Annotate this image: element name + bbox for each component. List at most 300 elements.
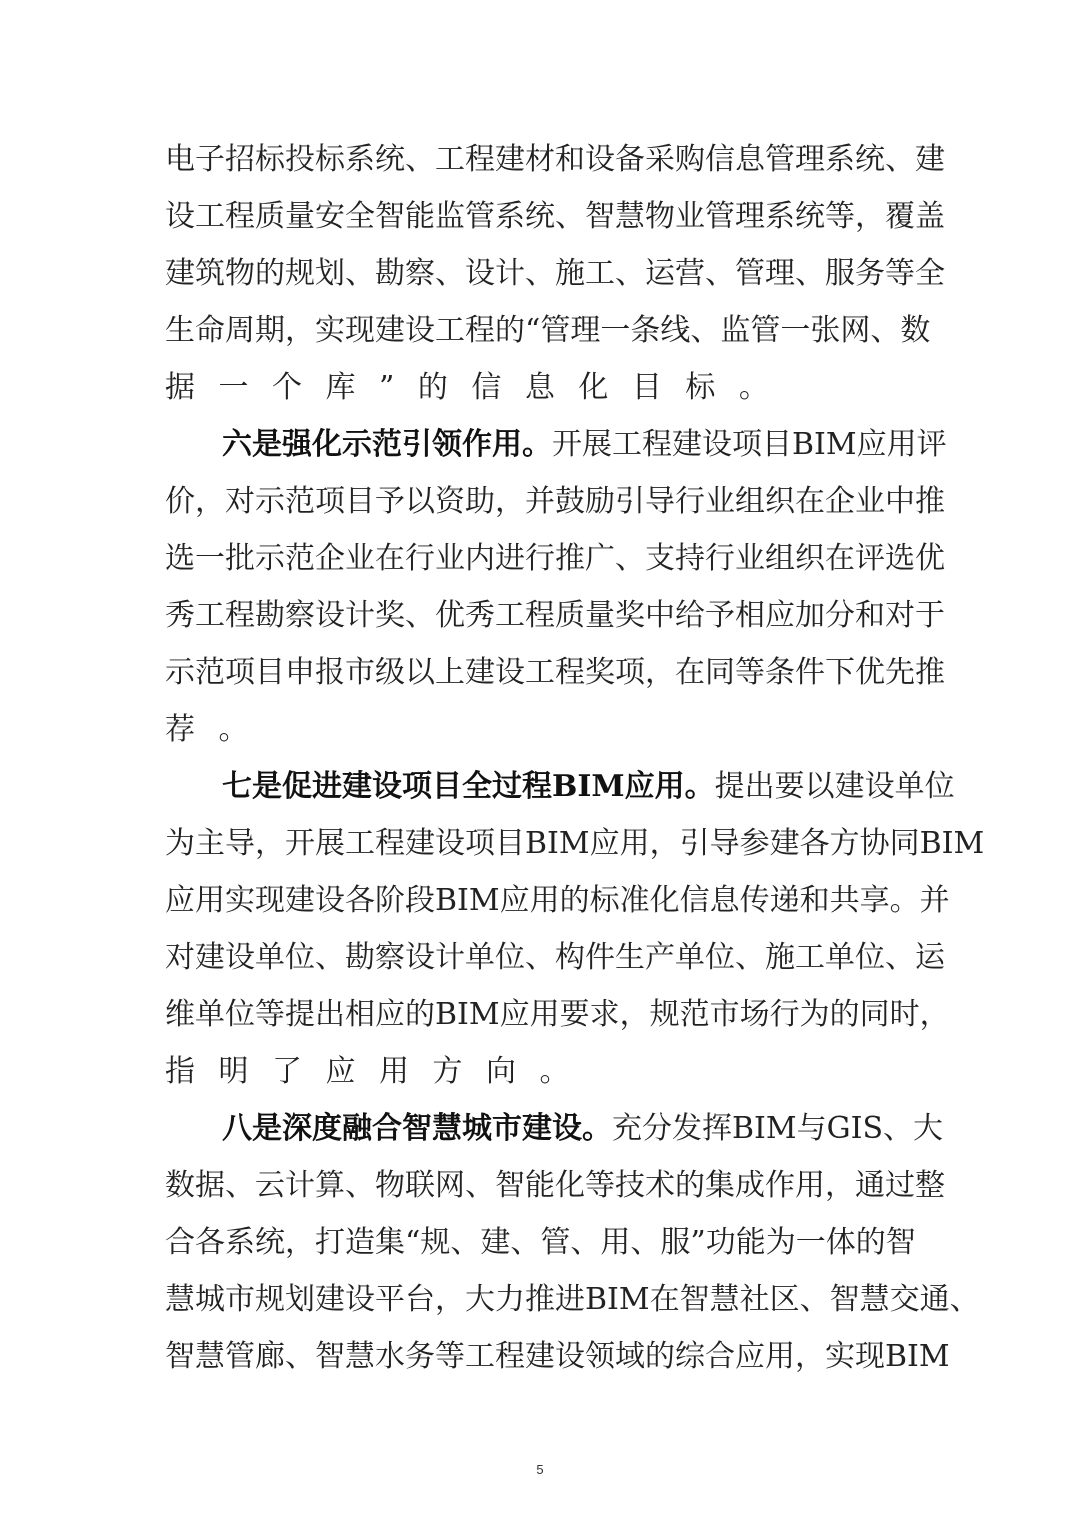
body-text-char: 单 — [825, 940, 855, 975]
body-text-char: 服 — [660, 1225, 691, 1260]
body-text-char: 用 — [886, 427, 917, 462]
body-text-char: 系 — [225, 1225, 255, 1260]
body-text-char: 、 — [885, 940, 915, 975]
body-text-char: 项 — [465, 826, 495, 861]
body-text-char: 企 — [825, 484, 855, 519]
body-text-char: 监 — [720, 313, 751, 348]
body-text-char: 荐 — [165, 712, 195, 747]
body-text-char: 设 — [465, 256, 495, 291]
body-text-char: “ — [525, 313, 541, 348]
body-text-char: 、 — [735, 940, 765, 975]
body-text-char: ， — [285, 1225, 315, 1260]
body-text-char: 物 — [375, 1168, 405, 1203]
body-text-char: 作 — [765, 1168, 795, 1203]
body-text-char: 同 — [705, 655, 735, 690]
body-text-char: 化 — [578, 370, 609, 405]
body-text-char: 息 — [709, 883, 740, 918]
body-text-char: 用 — [529, 883, 560, 918]
body-text-char: 进 — [495, 541, 525, 576]
body-text-char: 服 — [825, 256, 855, 291]
body-text-char: 慧 — [165, 1282, 195, 1317]
body-text-char: 推 — [915, 484, 945, 519]
body-text-char: 管 — [540, 313, 571, 348]
body-text-char: 项 — [315, 484, 345, 519]
body-text-char: 推 — [525, 1282, 555, 1317]
bold-heading-text: 智 — [402, 1111, 432, 1146]
body-text-char: 一 — [195, 541, 225, 576]
body-text-char: 企 — [315, 541, 345, 576]
body-text-char: 建 — [165, 256, 195, 291]
body-text-char: 展 — [582, 427, 612, 462]
text-line — [165, 197, 945, 237]
body-text-char: 相 — [735, 598, 765, 633]
bold-heading-text: 范 — [372, 427, 402, 462]
body-text-char: ， — [285, 313, 315, 348]
body-text-char: 的 — [417, 370, 448, 405]
body-text-char: 智 — [885, 1225, 916, 1260]
body-text-char: 务 — [855, 256, 885, 291]
body-text-char: 据 — [195, 1168, 225, 1203]
body-text-char: 通 — [855, 1168, 885, 1203]
body-text-char: 给 — [675, 598, 705, 633]
body-text-char: 系 — [765, 199, 795, 234]
body-text-char: 标 — [315, 142, 345, 177]
body-text-char: 应 — [499, 997, 530, 1032]
body-text-char: 为 — [165, 826, 195, 861]
body-text-char: BIM — [732, 1111, 797, 1146]
body-text-char: 批 — [225, 541, 255, 576]
body-text-char: 申 — [285, 655, 315, 690]
body-text-char: 优 — [855, 655, 885, 690]
body-text-char: 。 — [889, 883, 920, 918]
body-text-char: 程 — [375, 826, 405, 861]
body-text-char: 购 — [675, 142, 705, 177]
body-text-char: 建 — [834, 769, 865, 804]
body-text-char: 设 — [345, 1282, 375, 1317]
body-text-char: 打 — [315, 1225, 345, 1260]
body-text-char: 对 — [885, 598, 915, 633]
bold-heading-text: 进 — [312, 769, 342, 804]
body-text-char: 工 — [345, 826, 375, 861]
body-text-char: 技 — [615, 1168, 645, 1203]
body-text-char: 应 — [856, 427, 887, 462]
body-text-char: 智 — [679, 1282, 710, 1317]
bold-heading-text: 领 — [432, 427, 462, 462]
body-text-char: 、 — [405, 142, 435, 177]
bold-heading-text: 用 — [654, 769, 685, 804]
body-text-char: 目 — [255, 655, 285, 690]
body-text-char: 工 — [795, 940, 825, 975]
body-text-char: 统 — [795, 199, 825, 234]
body-text-char: 等 — [735, 655, 765, 690]
body-text-char: 范 — [679, 997, 710, 1032]
bold-heading-text: 合 — [372, 1111, 402, 1146]
body-text-char: 慧 — [859, 1282, 890, 1317]
body-text-char: 求 — [589, 997, 620, 1032]
bold-heading-text: 强 — [282, 427, 312, 462]
paragraph-heading-line — [222, 425, 947, 465]
body-text-char: 市 — [709, 997, 740, 1032]
body-text-char: 用 — [795, 1168, 825, 1203]
body-text-char: 分 — [642, 1111, 672, 1146]
body-text-char: BIM — [435, 883, 500, 918]
body-text-char: 构 — [555, 940, 585, 975]
body-text-char: 场 — [739, 997, 770, 1032]
body-text-char: 的 — [495, 313, 525, 348]
paragraph-heading-line — [222, 1109, 943, 1149]
body-text-char: 工 — [495, 598, 525, 633]
body-text-char: 相 — [345, 997, 375, 1032]
bold-heading-text: 。 — [684, 769, 715, 804]
body-text-char: 先 — [885, 655, 915, 690]
body-text-char: 等 — [825, 199, 855, 234]
bold-heading-text: 化 — [312, 427, 342, 462]
body-text-char: 息 — [524, 370, 555, 405]
body-text-char: 向 — [486, 1054, 516, 1089]
body-text-char: 工 — [465, 1339, 495, 1374]
body-text-char: 组 — [735, 484, 765, 519]
body-text-char: 管 — [225, 1339, 255, 1374]
body-text-char: 体 — [825, 1225, 856, 1260]
body-text-char: 出 — [315, 997, 345, 1032]
body-text-char: 程 — [225, 199, 255, 234]
body-text-char: 建 — [195, 940, 225, 975]
body-text-char: 业 — [435, 541, 465, 576]
body-text-char: 。 — [738, 370, 769, 405]
body-text-char: 实 — [825, 1339, 855, 1374]
body-text-char: 、 — [630, 1225, 661, 1260]
body-text-char: 建 — [495, 142, 525, 177]
body-text-char: BIM — [525, 826, 590, 861]
body-text-char: 采 — [645, 142, 675, 177]
body-text-char: 、 — [885, 142, 915, 177]
body-text-char: 程 — [225, 598, 255, 633]
body-text-char: 件 — [795, 655, 825, 690]
body-text-char: 选 — [165, 541, 195, 576]
body-text-char: 的 — [675, 1168, 705, 1203]
body-text-char: 察 — [375, 940, 405, 975]
bold-heading-text: 程 — [522, 769, 552, 804]
paragraph-heading-line — [222, 767, 955, 807]
text-line — [165, 1337, 950, 1377]
body-text-char: 、 — [799, 1282, 830, 1317]
body-text-char: 工 — [435, 142, 465, 177]
body-text-char: 范 — [285, 541, 315, 576]
body-text-char: 在 — [375, 541, 405, 576]
body-text-char: 设 — [495, 655, 525, 690]
body-text-char: 力 — [495, 1282, 525, 1317]
body-text-char: 并 — [525, 484, 555, 519]
body-text-char: 平 — [375, 1282, 405, 1317]
body-text-char: 设 — [702, 427, 732, 462]
body-text-char: ， — [855, 199, 885, 234]
bold-heading-text: 度 — [312, 1111, 342, 1146]
body-text-char: 规 — [420, 1225, 451, 1260]
bold-heading-text: 是 — [252, 1111, 282, 1146]
body-text-char: 电 — [165, 142, 195, 177]
body-text-char: 发 — [672, 1111, 702, 1146]
bold-heading-text: 市 — [492, 1111, 522, 1146]
body-text-char: 推 — [915, 655, 945, 690]
body-text-char: 应 — [165, 883, 195, 918]
bold-heading-text: 促 — [282, 769, 312, 804]
body-text-char: 程 — [495, 1339, 525, 1374]
body-text-char: 、 — [570, 1225, 601, 1260]
body-text-char: 同 — [859, 997, 890, 1032]
body-text-char: 单 — [675, 940, 705, 975]
body-text-char: 建 — [672, 427, 702, 462]
text-line — [165, 938, 945, 978]
body-text-char: 充 — [612, 1111, 642, 1146]
body-text-char: 应 — [735, 1339, 765, 1374]
body-text-char: 、 — [465, 1168, 495, 1203]
body-text-char: 、 — [225, 1168, 255, 1203]
body-text-char: 的 — [405, 997, 435, 1032]
body-text-char: 目 — [631, 370, 662, 405]
body-text-char: 理 — [795, 142, 825, 177]
body-text-char: 、 — [525, 256, 555, 291]
body-text-char: 信 — [705, 142, 735, 177]
body-text-char: 规 — [255, 1282, 285, 1317]
body-text-char: 一 — [780, 313, 811, 348]
body-text-char: 程 — [465, 313, 495, 348]
body-text-char: 建 — [375, 313, 405, 348]
body-text-char: 数 — [900, 313, 931, 348]
body-text-char: 勘 — [345, 940, 375, 975]
body-text-char: 推 — [555, 541, 585, 576]
body-text-char: 条 — [630, 313, 661, 348]
body-text-char: 件 — [585, 940, 615, 975]
body-text-char: 理 — [570, 313, 601, 348]
body-text-char: 对 — [225, 484, 255, 519]
body-text-char: 慧 — [615, 199, 645, 234]
bold-heading-text: 设 — [552, 1111, 582, 1146]
body-text-char: 予 — [375, 484, 405, 519]
body-text-char: 加 — [795, 598, 825, 633]
body-text-char: 集 — [375, 1225, 405, 1260]
body-text-char: 联 — [405, 1168, 435, 1203]
body-text-char: 化 — [649, 883, 680, 918]
bold-heading-text: 引 — [402, 427, 432, 462]
body-text-char: 导 — [645, 484, 675, 519]
body-text-char: 招 — [225, 142, 255, 177]
bold-heading-text: 。 — [582, 1111, 612, 1146]
body-text-char: 共 — [829, 883, 860, 918]
body-text-char: 集 — [705, 1168, 735, 1203]
body-text-char: 建 — [285, 883, 315, 918]
body-text-char: 水 — [375, 1339, 405, 1374]
body-text-char: 用 — [529, 997, 560, 1032]
body-text-char: 营 — [675, 256, 705, 291]
bold-heading-text: 六 — [222, 427, 252, 462]
body-text-char: 库 — [325, 370, 356, 405]
body-text-char: 一 — [600, 313, 631, 348]
body-text-char: 奖 — [585, 655, 615, 690]
bold-heading-text: 七 — [222, 769, 252, 804]
text-line — [165, 311, 931, 351]
body-text-char: 、 — [949, 1282, 980, 1317]
body-text-char: 提 — [285, 997, 315, 1032]
text-line — [165, 368, 915, 408]
body-text-char: 现 — [855, 1339, 885, 1374]
body-text-char: 程 — [555, 655, 585, 690]
body-text-char: “ — [405, 1225, 421, 1260]
body-text-char: 单 — [465, 940, 495, 975]
body-text-char: 行 — [525, 541, 555, 576]
body-text-char: 用 — [195, 883, 225, 918]
body-text-char: 织 — [795, 541, 825, 576]
body-text-char: 和 — [799, 883, 830, 918]
body-text-char: 筑 — [195, 256, 225, 291]
body-text-char: 行 — [769, 997, 800, 1032]
body-text-char: 管 — [750, 313, 781, 348]
body-text-char: 网 — [435, 1168, 465, 1203]
body-text-char: 励 — [585, 484, 615, 519]
body-text-char: 优 — [435, 598, 465, 633]
bold-heading-text: 用 — [492, 427, 522, 462]
body-text-char: 范 — [195, 655, 225, 690]
body-text-char: 中 — [645, 598, 675, 633]
body-text-char: 为 — [799, 997, 830, 1032]
body-text-char: 位 — [705, 940, 735, 975]
text-line — [165, 1052, 915, 1092]
body-text-char: 综 — [675, 1339, 705, 1374]
body-text-char: 网 — [840, 313, 871, 348]
body-text-char: 智 — [315, 1339, 345, 1374]
body-text-char: 量 — [585, 598, 615, 633]
body-text-char: 能 — [525, 1168, 555, 1203]
body-text-char: 。 — [539, 1054, 570, 1089]
body-text-char: 运 — [915, 940, 945, 975]
body-text-char: 、 — [555, 199, 585, 234]
bold-heading-text: 示 — [342, 427, 372, 462]
body-text-char: ， — [919, 997, 950, 1032]
body-text-char: 报 — [315, 655, 345, 690]
body-text-char: 范 — [285, 484, 315, 519]
body-text-char: 标 — [255, 142, 285, 177]
body-text-char: 慧 — [345, 1339, 375, 1374]
body-text-char: 方 — [432, 1054, 463, 1089]
body-text-char: 划 — [315, 256, 345, 291]
body-text-char: 统 — [525, 199, 555, 234]
body-text-char: 、 — [870, 313, 901, 348]
body-text-char: ” — [690, 1225, 706, 1260]
body-text-char: 开 — [285, 826, 315, 861]
body-text-char: 位 — [924, 769, 955, 804]
body-text-char: 开 — [552, 427, 582, 462]
body-text-char: 鼓 — [555, 484, 585, 519]
body-text-char: 台 — [405, 1282, 435, 1317]
text-line — [165, 140, 945, 180]
body-text-char: 交 — [889, 1282, 920, 1317]
body-text-char: 分 — [825, 598, 855, 633]
body-text-char: 勘 — [255, 598, 285, 633]
text-line — [165, 482, 945, 522]
body-text-char: ， — [645, 655, 675, 690]
body-text-char: 单 — [255, 940, 285, 975]
body-text-char: 管 — [765, 142, 795, 177]
body-text-char: 理 — [735, 199, 765, 234]
body-text-char: 勘 — [375, 256, 405, 291]
body-text-char: 等 — [255, 997, 285, 1032]
body-text-char: 应 — [375, 997, 405, 1032]
body-text-char: 合 — [165, 1225, 195, 1260]
body-text-char: 目 — [762, 427, 792, 462]
body-text-char: 术 — [645, 1168, 675, 1203]
body-text-char: 在 — [825, 541, 855, 576]
body-text-char: BIM — [885, 1339, 950, 1374]
body-text-char: 参 — [739, 826, 770, 861]
body-text-char: 命 — [195, 313, 225, 348]
body-text-char: 上 — [435, 655, 465, 690]
body-text-char: 工 — [435, 313, 465, 348]
body-text-char: 市 — [225, 1282, 255, 1317]
body-text-char: 、 — [795, 256, 825, 291]
body-text-char: 智 — [165, 1339, 195, 1374]
body-text-char: 等 — [585, 1168, 615, 1203]
body-text-char: 施 — [765, 940, 795, 975]
body-text-char: 业 — [855, 484, 885, 519]
body-text-char: ， — [195, 484, 225, 519]
body-text-char: 建 — [315, 1282, 345, 1317]
text-line — [165, 1223, 915, 1263]
body-text-char: 各 — [799, 826, 830, 861]
body-text-char: 领 — [585, 1339, 615, 1374]
bold-heading-text: 设 — [372, 769, 402, 804]
bold-heading-text: 城 — [462, 1111, 492, 1146]
body-text-char: 进 — [555, 1282, 585, 1317]
body-text-char: 理 — [765, 256, 795, 291]
body-text-char: 材 — [525, 142, 555, 177]
body-text-char: 和 — [555, 142, 585, 177]
body-text-char: 质 — [555, 598, 585, 633]
body-text-char: 在 — [795, 484, 825, 519]
body-text-char: 协 — [859, 826, 890, 861]
body-text-char: 要 — [559, 997, 590, 1032]
body-text-char: 评 — [855, 541, 885, 576]
body-text-char: 设 — [315, 598, 345, 633]
bold-heading-text: 融 — [342, 1111, 372, 1146]
body-text-char: 域 — [615, 1339, 645, 1374]
body-text-char: 、 — [285, 1339, 315, 1374]
body-text-char: 工 — [612, 427, 642, 462]
body-text-char: 实 — [315, 313, 345, 348]
body-text-char: 程 — [642, 427, 672, 462]
body-text-char: 整 — [915, 1168, 945, 1203]
body-text-char: 秀 — [165, 598, 195, 633]
body-text-char: 标 — [589, 883, 620, 918]
body-text-char: 信 — [679, 883, 710, 918]
body-text-char: 引 — [679, 826, 710, 861]
body-text-char: 导 — [225, 826, 255, 861]
body-text-char: 和 — [855, 598, 885, 633]
body-text-char: 业 — [345, 541, 375, 576]
body-text-char: 工 — [525, 655, 555, 690]
bold-heading-text: BIM — [552, 769, 625, 804]
body-text-char: 业 — [735, 541, 765, 576]
body-text-char: 项 — [225, 655, 255, 690]
text-line — [165, 539, 945, 579]
body-text-char: 设 — [864, 769, 895, 804]
bold-heading-text: 建 — [522, 1111, 552, 1146]
body-text-char: 智 — [495, 1168, 525, 1203]
body-text-char: 大 — [465, 1282, 495, 1317]
body-text-char: 成 — [735, 1168, 765, 1203]
body-text-char: 持 — [675, 541, 705, 576]
body-text-char: 出 — [744, 769, 775, 804]
body-text-char: 慧 — [709, 1282, 740, 1317]
body-text-char: 大 — [913, 1111, 943, 1146]
